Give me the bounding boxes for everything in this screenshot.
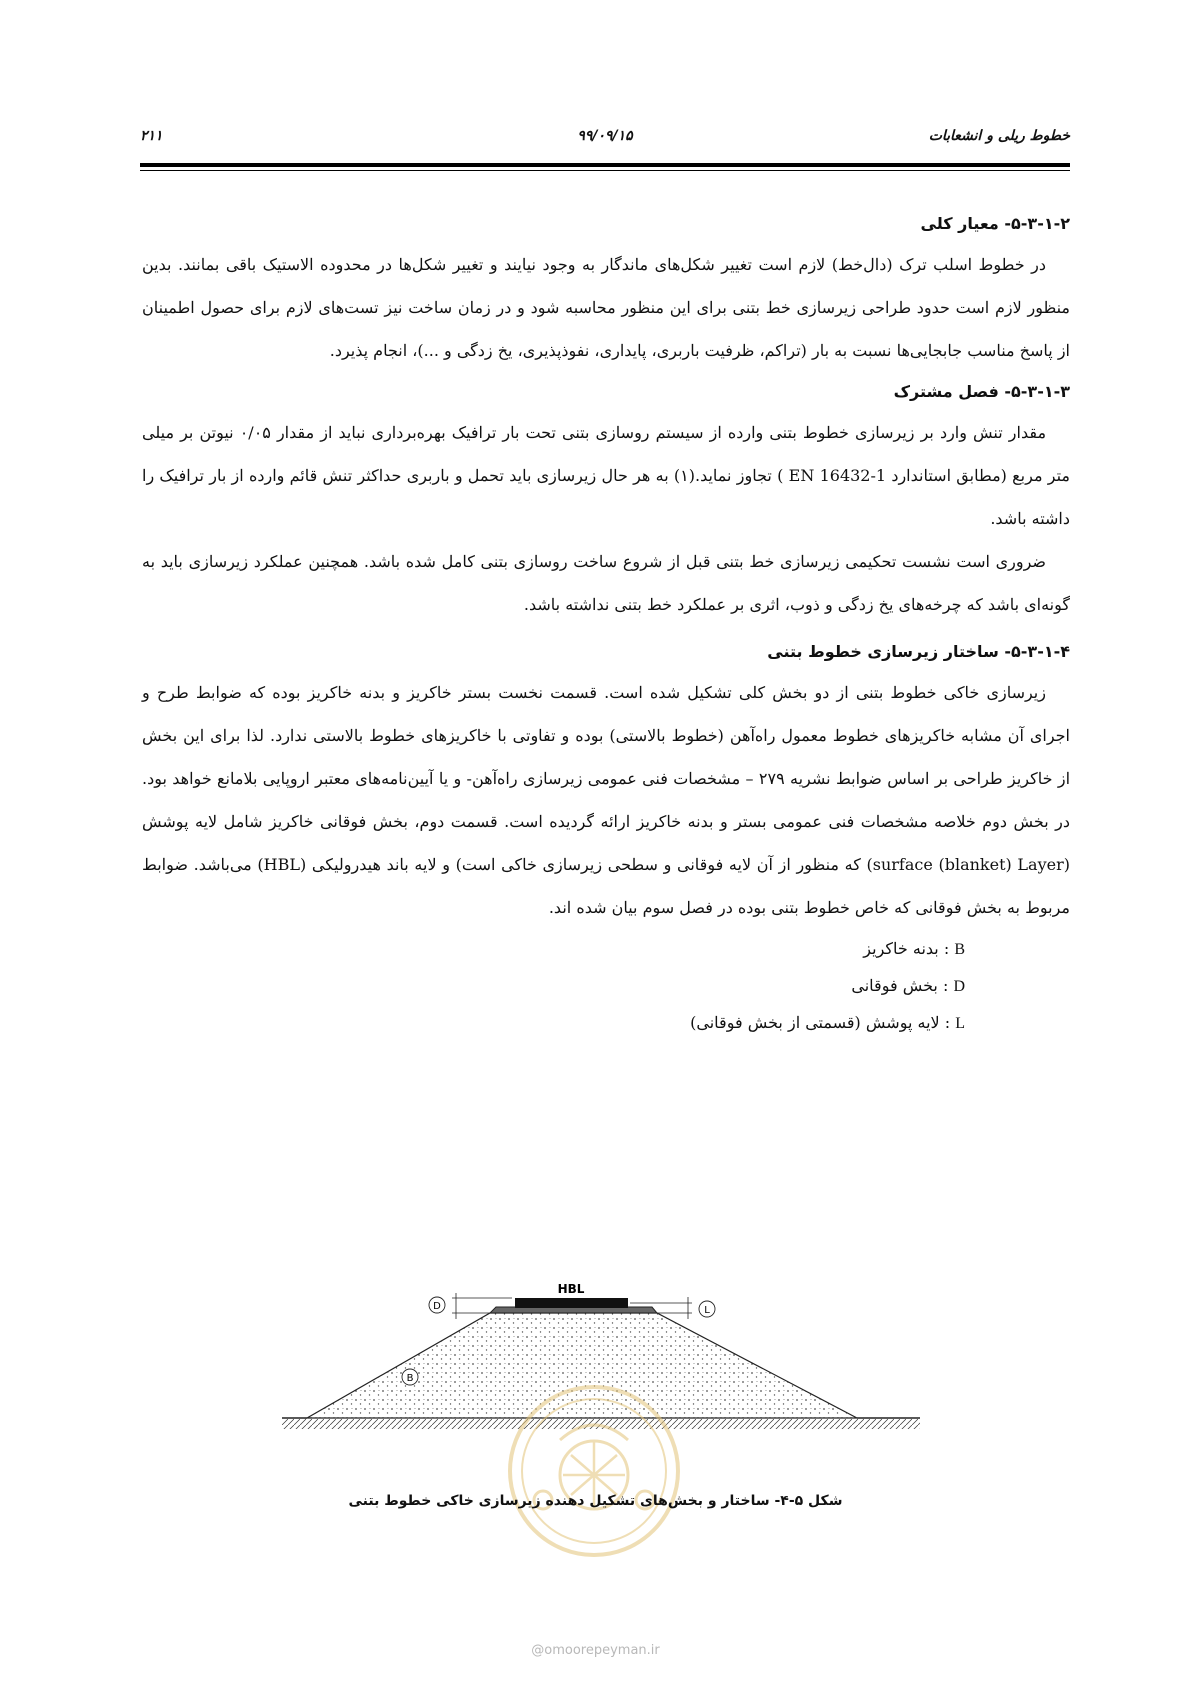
section-heading: ۵-۳-۱-۳- فصل مشترک bbox=[893, 382, 1070, 401]
header-rule-thin bbox=[140, 170, 1070, 171]
legend-item bbox=[142, 1005, 965, 1042]
label-b: B bbox=[406, 1373, 414, 1384]
legend-key: B bbox=[954, 941, 965, 958]
paragraph: زیرسازی خاکی خطوط بتنی از دو بخش کلی تشکیل شده است. قسمت نخست بستر خاکریز و بدنه خاکریز بوده که ضوابط طرح و اجرای آن مشابه خاکریزهای خطوط معمول راه‌آهن (خطوط بالاستی) بوده و تفاوتی با خاکریزهای خطوط بالاستی ندارد. لذا برای این بخش از خاکریز طراحی بر اساس ضوابط نشریه ۲۷۹ – مشخصات فنی عمومی زیرسازی راه‌آهن- و یا آیین‌نامه‌های معتبر اروپایی بلامانع خواهد بود. در بخش دوم خلاصه مشخصات فنی عمومی بستر و بدنه خاکریز ارائه گردیده است. قسمت دوم، بخش فوقانی خاکریز شامل لایه پوشش (surface (blanket) Layer) که منظور از آن لایه فوقانی و سطحی زیرسازی خاکی است) و لایه باند هیدرولیکی (HBL) می‌باشد. ضوابط مربوط به بخش فوقانی که خاص خطوط بتنی بوده در فصل سوم بیان شده اند. bbox=[142, 683, 1071, 917]
legend-key: L bbox=[955, 1015, 965, 1032]
page-header bbox=[140, 128, 1070, 152]
header-rule-thick bbox=[140, 163, 1070, 167]
page-number: ۲۱۱ bbox=[140, 128, 163, 144]
section-heading: ۵-۳-۱-۴- ساختار زیرسازی خطوط بتنی bbox=[767, 642, 1070, 661]
running-title: خطوط ریلی و انشعابات bbox=[928, 128, 1070, 144]
figure-legend bbox=[142, 931, 965, 1042]
label-d: D bbox=[433, 1301, 441, 1312]
hbl-slab bbox=[515, 1298, 628, 1308]
section-heading: ۵-۳-۱-۲- معیار کلی bbox=[920, 214, 1070, 233]
header-date: ۹۹/۰۹/۱۵ bbox=[577, 128, 633, 144]
legend-text: : لایه پوشش (قسمتی از بخش فوقانی) bbox=[690, 1013, 956, 1032]
legend-text: : بخش فوقانی bbox=[851, 976, 954, 995]
page-body bbox=[142, 214, 1070, 1042]
paragraph: مقدار تنش وارد بر زیرسازی خطوط بتنی وارده از سیستم روسازی بتنی تحت بار ترافیک بهره‌برداری نباید از مقدار ۰/۰۵ نیوتن بر میلی متر مربع (مطابق استاندارد EN 16432-1 ) تجاوز نماید.(۱) به هر حال زیرسازی باید تحمل و باربری حداکثر تنش قائم وارده از بار ترافیک را داشته باشد. bbox=[142, 423, 1070, 528]
legend-text: : بدنه خاکریز bbox=[863, 939, 955, 958]
company-stamp bbox=[503, 1380, 685, 1562]
hbl-label: HBL bbox=[557, 1282, 585, 1296]
paragraph: ضروری است نشست تحکیمی زیرسازی خط بتنی قبل از شروع ساخت روسازی بتنی کامل شده باشد. همچنین عملکرد زیرسازی باید به گونه‌ای باشد که چرخه‌های یخ زدگی و ذوب، اثری بر عملکرد خط بتنی نداشته باشد. bbox=[142, 552, 1070, 614]
watermark-url: @omoorepeyman.ir bbox=[531, 1643, 660, 1658]
figure-caption: شکل ۵-۴- ساختار و بخش‌های تشکیل دهنده زیرسازی خاکی خطوط بتنی bbox=[348, 1493, 843, 1509]
label-l: L bbox=[704, 1305, 710, 1316]
legend-key: D bbox=[953, 978, 965, 995]
legend-item bbox=[142, 931, 965, 968]
legend-item bbox=[142, 968, 965, 1005]
paragraph: در خطوط اسلب ترک (دال‌خط) لازم است تغییر شکل‌های ماندگار به وجود نیایند و تغییر شکل‌ها در محدوده الاستیک باقی بمانند. بدین منظور لازم است حدود طراحی زیرسازی خط بتنی برای این منظور محاسبه شود و در زمان ساخت نیز تست‌های لازم برای حصول اطمینان از پاسخ مناسب جابجایی‌ها نسبت به بار (تراکم، ظرفیت باربری، پایداری، نفوذپذیری، یخ زدگی و ...)، انجام پذیرد. bbox=[142, 255, 1070, 360]
